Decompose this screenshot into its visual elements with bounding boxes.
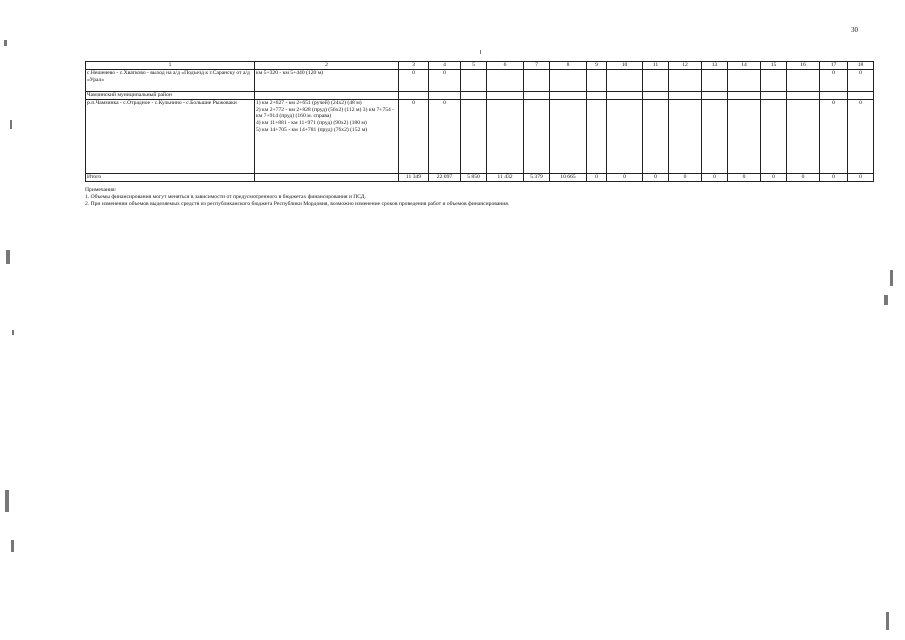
column-header: 8 [550, 62, 587, 70]
empty-cell [848, 92, 874, 100]
empty-cell [643, 92, 669, 100]
table-row [86, 100, 874, 174]
value-cell [550, 70, 587, 92]
column-header: 15 [761, 62, 787, 70]
total-value-cell: 0 [669, 174, 702, 182]
section-row [86, 92, 874, 100]
value-cell [587, 70, 607, 92]
scan-noise [5, 490, 9, 512]
scan-noise [10, 120, 12, 129]
column-header: 7 [524, 62, 550, 70]
scan-noise [6, 250, 10, 264]
scan-noise [884, 295, 888, 305]
total-label: Итого [86, 174, 255, 182]
value-cell: 0 [820, 100, 848, 174]
empty-cell [607, 92, 643, 100]
total-value-cell: 0 [702, 174, 728, 182]
total-value-cell: 0 [587, 174, 607, 182]
value-cell [787, 100, 820, 174]
object-name-cell: с.Нешенево - с.Хватково - выход на а/д «Подъезд к г.Саранску от а/д «Урал» [86, 70, 255, 92]
scan-noise [11, 540, 14, 552]
value-cell [607, 70, 643, 92]
value-cell [787, 70, 820, 92]
value-cell [461, 100, 487, 174]
column-header: 5 [461, 62, 487, 70]
value-cell [487, 70, 524, 92]
value-cell [728, 100, 761, 174]
empty-cell [820, 92, 848, 100]
work-item: 5) км 14+705 - км 14+781 (пруд) (76х2) (152 м) [256, 126, 368, 133]
column-header: 1 [86, 62, 255, 70]
table-row [86, 70, 874, 92]
work-item: 4) км 11+881 - км 11+971 (пруд) (90х2) (180 м) [256, 120, 367, 127]
scan-noise [4, 40, 7, 46]
total-value-cell: 0 [761, 174, 787, 182]
empty-cell [399, 92, 429, 100]
value-cell: 0 [848, 70, 874, 92]
note-item: 2. При изменении объемов выделяемых средств из республиканского бюджета Республики Мордовия, возможно изменение сроков проведения работ и объемов финансирования. [85, 201, 510, 207]
column-header: 17 [820, 62, 848, 70]
value-cell [643, 100, 669, 174]
note-item: 1. Объемы финансирования могут меняться в зависимости от предусмотренного в бюджетах финансирования и ПСД. [85, 194, 366, 200]
works-cell [255, 174, 399, 182]
value-cell [761, 100, 787, 174]
value-cell: 0 [429, 100, 461, 174]
column-header: 16 [787, 62, 820, 70]
value-cell: 0 [820, 70, 848, 92]
value-cell: 0 [429, 70, 461, 92]
column-header: 18 [848, 62, 874, 70]
value-cell [524, 100, 550, 174]
empty-cell [487, 92, 524, 100]
total-value-cell: 11 432 [487, 174, 524, 182]
total-value-cell: 22 097 [429, 174, 461, 182]
section-title: Чамзинский муниципальный район [86, 92, 255, 100]
scan-noise [12, 330, 14, 335]
total-value-cell: 0 [848, 174, 874, 182]
value-cell [761, 70, 787, 92]
column-header: 9 [587, 62, 607, 70]
value-cell [728, 70, 761, 92]
total-value-cell: 0 [728, 174, 761, 182]
empty-cell [429, 92, 461, 100]
value-cell [669, 70, 702, 92]
total-value-cell: 5 850 [461, 174, 487, 182]
works-cell [255, 100, 399, 174]
value-cell [461, 70, 487, 92]
value-cell [669, 100, 702, 174]
value-cell [607, 100, 643, 174]
financing-table [85, 61, 874, 182]
empty-cell [550, 92, 587, 100]
column-header: 14 [728, 62, 761, 70]
value-cell: 0 [848, 100, 874, 174]
value-cell: 0 [399, 100, 429, 174]
empty-cell [728, 92, 761, 100]
total-value-cell: 0 [820, 174, 848, 182]
value-cell [524, 70, 550, 92]
total-value-cell: 10 665 [550, 174, 587, 182]
total-value-cell: 0 [787, 174, 820, 182]
value-cell [702, 100, 728, 174]
notes-block [85, 187, 509, 208]
value-cell [487, 100, 524, 174]
value-cell [702, 70, 728, 92]
empty-cell [761, 92, 787, 100]
total-value-cell: 5 379 [524, 174, 550, 182]
empty-cell [587, 92, 607, 100]
works-cell [255, 70, 399, 92]
scan-noise [886, 612, 889, 630]
empty-cell [669, 92, 702, 100]
total-value-cell: 0 [607, 174, 643, 182]
notes-heading: Примечания: [85, 187, 117, 193]
empty-cell [787, 92, 820, 100]
column-header: 6 [487, 62, 524, 70]
column-header: 13 [702, 62, 728, 70]
column-header: 10 [607, 62, 643, 70]
column-header: 12 [669, 62, 702, 70]
empty-cell [702, 92, 728, 100]
total-row [86, 174, 874, 182]
column-header: 3 [399, 62, 429, 70]
column-header: 2 [255, 62, 399, 70]
object-name-cell: р.п.Чамзинка - с.Отрадное - с.Кульнино - с.Большие Рыжоваки [86, 100, 255, 174]
page-number: 30 [851, 26, 858, 34]
column-header: 4 [429, 62, 461, 70]
table-header-row [86, 62, 874, 70]
scan-noise [890, 270, 893, 286]
column-header: 11 [643, 62, 669, 70]
value-cell [643, 70, 669, 92]
work-item: 1) км 2+627 - км 2+651 (ручей) (24х2) (48 м) [256, 100, 362, 106]
value-cell [587, 100, 607, 174]
total-value-cell: 11 349 [399, 174, 429, 182]
empty-cell [255, 92, 399, 100]
empty-cell [524, 92, 550, 100]
empty-cell [461, 92, 487, 100]
value-cell: 0 [399, 70, 429, 92]
work-item: км 5+320 - км 5+440 (120 м) [256, 70, 324, 76]
work-item: 2) км 2+772 - км 2+828 (пруд) (56х2) (112 м) 3) км 7+754 - км 7+914 (пруд) (160 м. справа) [256, 106, 395, 120]
total-value-cell: 0 [643, 174, 669, 182]
scan-noise [480, 50, 481, 54]
value-cell [550, 100, 587, 174]
